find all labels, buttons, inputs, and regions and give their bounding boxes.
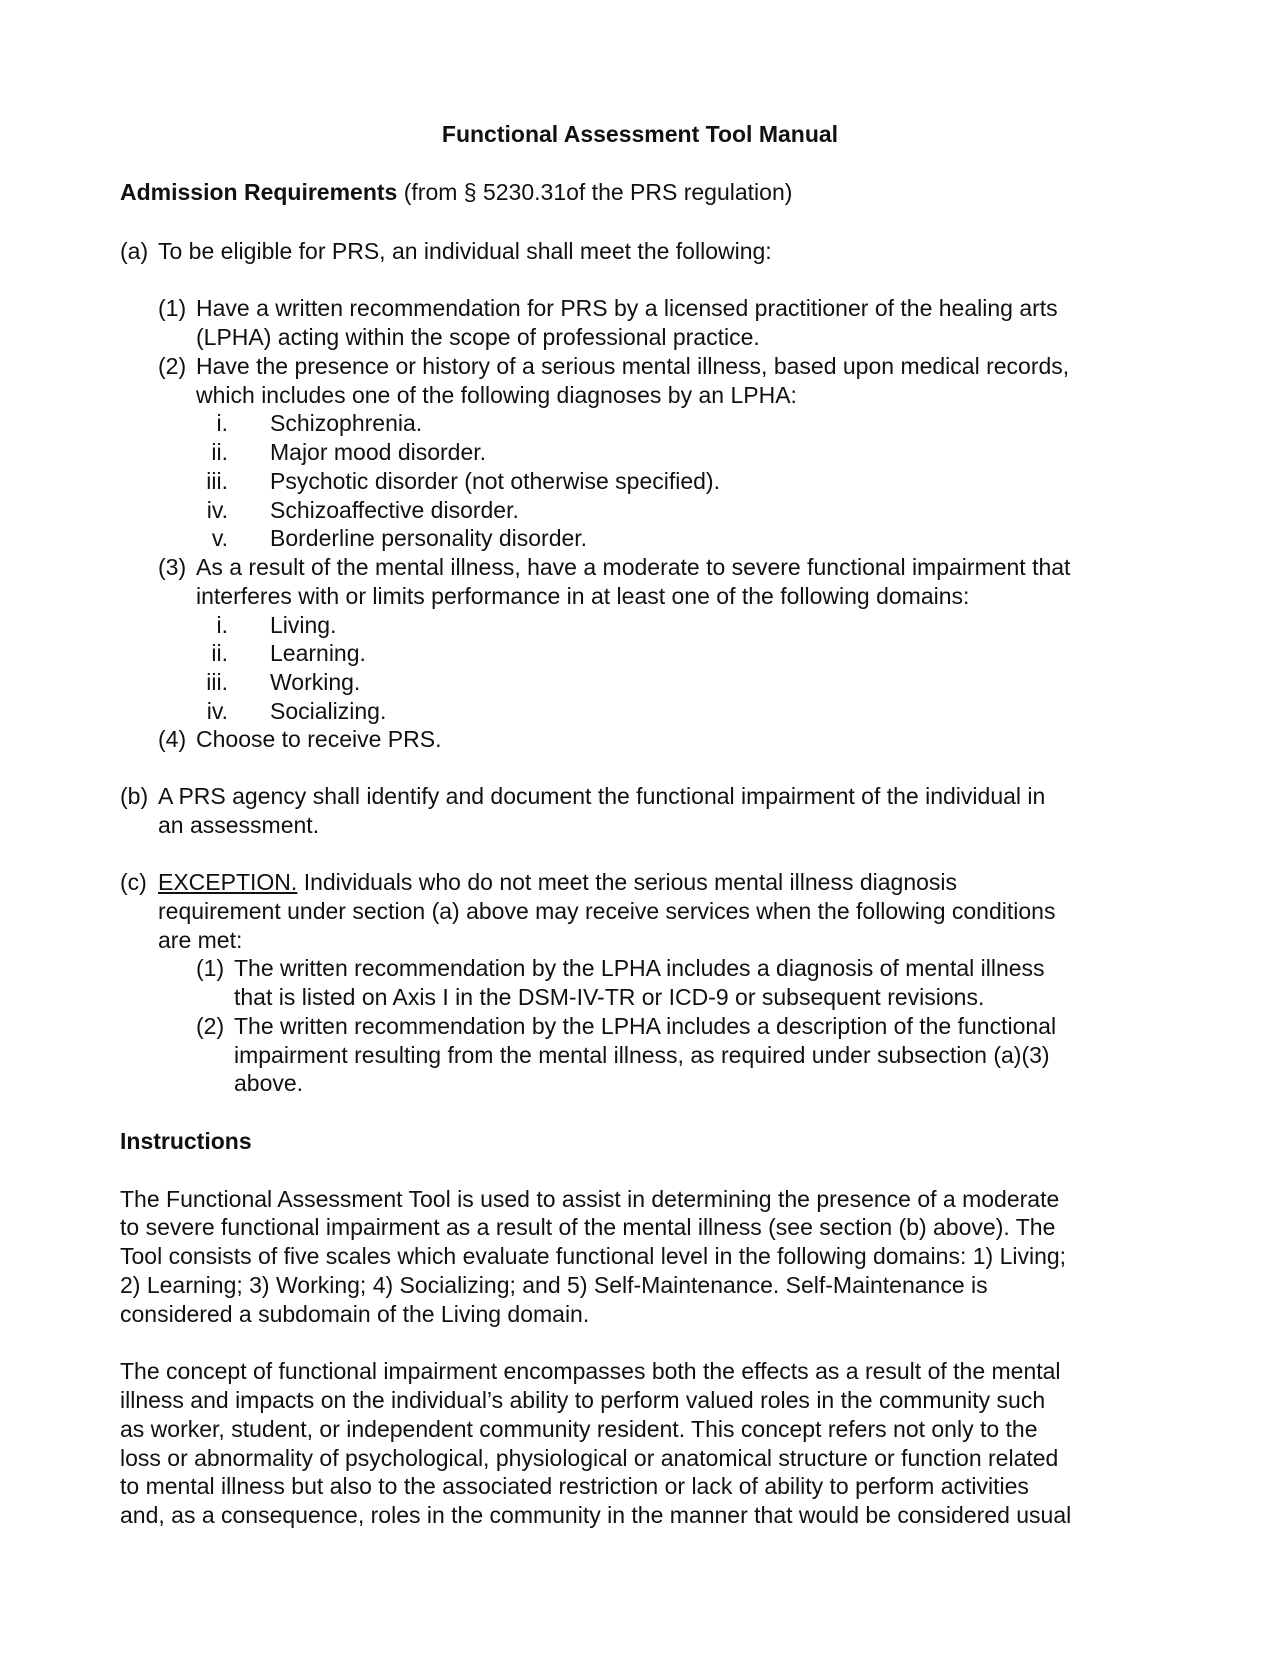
item-text: A PRS agency shall identify and document the functional impairment of the individual in <box>158 783 1046 809</box>
item-text: As a result of the mental illness, have a moderate to severe functional impairment that <box>196 554 1071 580</box>
subitem-label: iii. <box>206 669 228 695</box>
subitem-label: i. <box>216 612 228 638</box>
item-label: (3) <box>158 554 187 580</box>
paragraph-line: The Functional Assessment Tool is used to assist in determining the presence of a moderate <box>120 1186 1060 1212</box>
item-label: (1) <box>158 295 187 321</box>
item-label: (2) <box>158 353 187 379</box>
paragraph-line: loss or abnormality of psychological, physiological or anatomical structure or function related <box>120 1445 1059 1471</box>
item-text: Choose to receive PRS. <box>196 726 442 752</box>
paragraph-line: and, as a consequence, roles in the community in the manner that would be considered usual <box>120 1502 1072 1528</box>
subitem-text: Learning. <box>270 640 366 666</box>
item-text: The written recommendation by the LPHA includes a diagnosis of mental illness <box>234 955 1045 981</box>
item-text: The written recommendation by the LPHA includes a description of the functional <box>234 1013 1057 1039</box>
subitem-text: Major mood disorder. <box>270 439 487 465</box>
exception-text: Individuals who do not meet the serious mental illness diagnosis <box>297 869 958 895</box>
item-label: (2) <box>196 1013 225 1039</box>
paragraph-line: illness and impacts on the individual’s ability to perform valued roles in the community such <box>120 1387 1046 1413</box>
subitem-label: iii. <box>206 468 228 494</box>
exception-label: EXCEPTION. <box>158 869 298 895</box>
subitem-label: ii. <box>211 439 228 465</box>
item-text: are met: <box>158 927 243 953</box>
item-label: (1) <box>196 955 225 981</box>
paragraph-line: The concept of functional impairment encompasses both the effects as a result of the mental <box>120 1358 1061 1384</box>
item-text: Have a written recommendation for PRS by a licensed practitioner of the healing arts <box>196 295 1058 321</box>
item-text: that is listed on Axis I in the DSM-IV-TR or ICD-9 or subsequent revisions. <box>234 984 985 1010</box>
heading-source: (from § 5230.31of the PRS regulation) <box>397 179 793 205</box>
paragraph-line: to severe functional impairment as a result of the mental illness (see section (b) above). The <box>120 1214 1056 1240</box>
section-heading: Admission Requirements <box>120 179 398 205</box>
subitem-label: iv. <box>206 698 228 724</box>
subitem-text: Borderline personality disorder. <box>270 525 588 551</box>
item-label: (a) <box>120 238 149 264</box>
item-text: requirement under section (a) above may receive services when the following conditions <box>158 898 1056 924</box>
item-text <box>158 868 957 897</box>
item-text: (LPHA) acting within the scope of professional practice. <box>196 324 760 350</box>
paragraph-line: as worker, student, or independent community resident. This concept refers not only to the <box>120 1416 1038 1442</box>
subitem-text: Schizophrenia. <box>270 410 423 436</box>
item-label: (c) <box>120 869 147 895</box>
paragraph-line: considered a subdomain of the Living domain. <box>120 1301 590 1327</box>
subitem-text: Schizoaffective disorder. <box>270 497 519 523</box>
subitem-label: iv. <box>206 497 228 523</box>
subitem-text: Psychotic disorder (not otherwise specified). <box>270 468 720 494</box>
instructions-heading: Instructions <box>120 1128 252 1154</box>
item-text: an assessment. <box>158 812 320 838</box>
item-text: To be eligible for PRS, an individual shall meet the following: <box>158 238 772 264</box>
subitem-label: ii. <box>211 640 228 666</box>
paragraph-line: to mental illness but also to the associated restriction or lack of ability to perform activities <box>120 1473 1029 1499</box>
subitem-label: i. <box>216 410 228 436</box>
document-title: Functional Assessment Tool Manual <box>441 121 839 147</box>
item-text: which includes one of the following diagnoses by an LPHA: <box>196 382 797 408</box>
item-text: impairment resulting from the mental illness, as required under subsection (a)(3) <box>234 1042 1050 1068</box>
subitem-text: Working. <box>270 669 361 695</box>
item-label: (4) <box>158 726 187 752</box>
subitem-text: Living. <box>270 612 337 638</box>
item-text: above. <box>234 1070 304 1096</box>
admission-heading <box>120 178 792 207</box>
subitem-label: v. <box>211 525 228 551</box>
item-text: interferes with or limits performance in at least one of the following domains: <box>196 583 970 609</box>
item-text: Have the presence or history of a serious mental illness, based upon medical records, <box>196 353 1070 379</box>
paragraph-line: 2) Learning; 3) Working; 4) Socializing; and 5) Self-Maintenance. Self-Maintenance is <box>120 1272 988 1298</box>
paragraph-line: Tool consists of five scales which evaluate functional level in the following domains: 1) Living; <box>120 1243 1067 1269</box>
item-label: (b) <box>120 783 149 809</box>
subitem-text: Socializing. <box>270 698 387 724</box>
